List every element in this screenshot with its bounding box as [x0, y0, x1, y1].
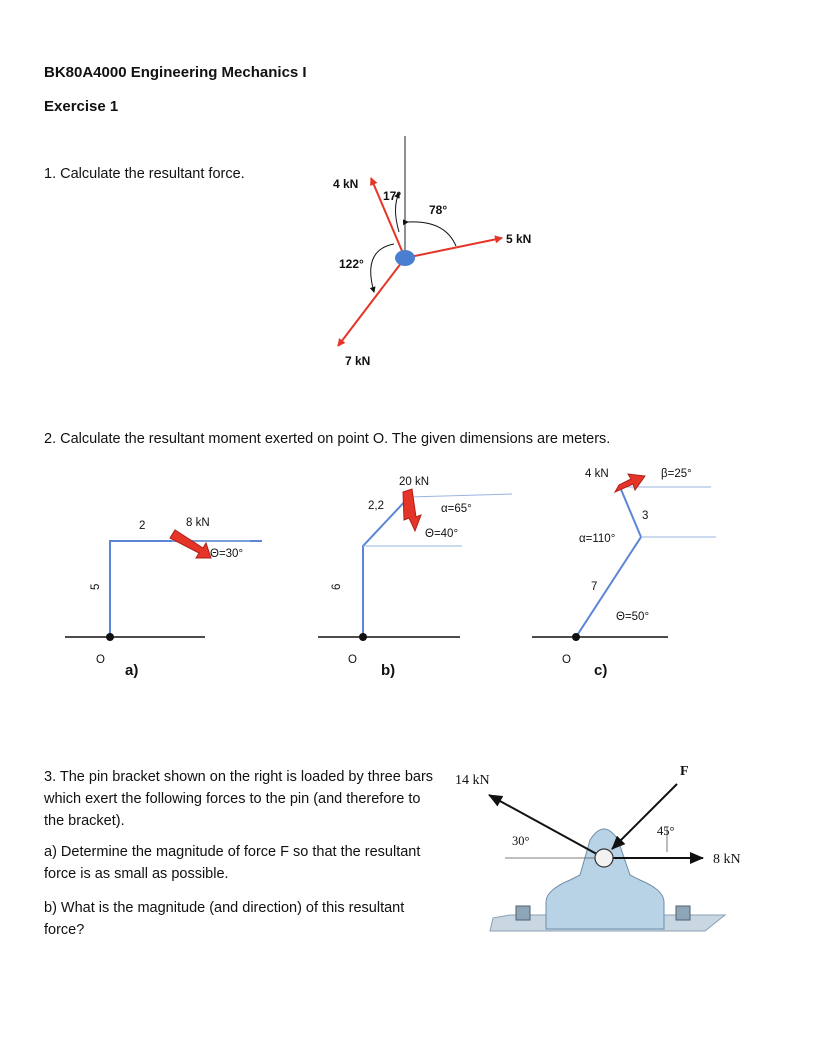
- q3a-text: a) Determine the magnitude of force F so that the resultant force is as small as possible.: [44, 844, 421, 882]
- q2b-tag: b): [381, 662, 396, 679]
- q2a-tag: a): [125, 662, 139, 679]
- q2b-dim-6: 6: [331, 583, 343, 590]
- q3-label-14kn: 14 kN: [455, 773, 490, 788]
- q3-bolt-left: [516, 906, 530, 920]
- q2b-label-20kn: 20 kN: [399, 476, 430, 488]
- q3-force-14kn: [489, 795, 604, 858]
- q1-force-diagram: [333, 136, 531, 368]
- q3-text: 3. The pin bracket shown on the right is loaded by three bars which exert the following forces to the pin (and therefore to the bracket).: [44, 769, 434, 829]
- q2a-label-8kn: 8 kN: [186, 517, 210, 529]
- q1-label-17: 17°: [383, 189, 402, 203]
- q1-label-122: 122°: [339, 257, 364, 271]
- q1-force-7kn: [338, 258, 405, 346]
- q2a-label-theta: Θ=30°: [210, 548, 244, 560]
- q2c-figure: [532, 468, 716, 679]
- q2a-point-o: [106, 633, 114, 641]
- q1-label-4kn: 4 kN: [333, 177, 359, 191]
- q2c-tag: c): [594, 662, 608, 679]
- q2b-point-o: [359, 633, 367, 641]
- q2c-dim-3: 3: [642, 510, 649, 522]
- q2a-label-o: O: [96, 654, 105, 666]
- q2c-label-4kn: 4 kN: [585, 468, 609, 480]
- q2b-label-alpha: α=65°: [441, 503, 472, 515]
- q1-label-7kn: 7 kN: [345, 354, 371, 368]
- q1-text: 1. Calculate the resultant force.: [44, 166, 245, 182]
- q2b-label-o: O: [348, 654, 357, 666]
- q3b-text: b) What is the magnitude (and direction) of this resultant force?: [44, 900, 405, 938]
- q3-label-45: 45°: [657, 824, 675, 838]
- q2c-label-o: O: [562, 654, 571, 666]
- q2a-figure: [65, 517, 262, 679]
- q2-text: 2. Calculate the resultant moment exerted on point O. The given dimensions are meters.: [44, 431, 611, 447]
- q2b-force-arrow: [403, 489, 421, 531]
- q2b-beam: [363, 497, 409, 637]
- q2b-label-theta: Θ=40°: [425, 528, 459, 540]
- q2b-figure: [318, 476, 512, 679]
- q1-label-5kn: 5 kN: [506, 232, 532, 246]
- q3-label-30: 30°: [512, 834, 530, 848]
- q3-label-8kn: 8 kN: [713, 852, 741, 867]
- q3-label-f: F: [680, 764, 689, 779]
- q2a-dim-2: 2: [139, 520, 146, 532]
- q1-particle: [395, 250, 415, 266]
- q2c-label-beta: β=25°: [661, 468, 692, 480]
- q2c-label-alpha: α=110°: [579, 533, 616, 545]
- q1-arc-122: [371, 244, 394, 292]
- q2b-reference-line-high: [409, 494, 512, 497]
- q2a-dim-5: 5: [90, 583, 102, 590]
- q2a-force-arrow: [170, 530, 211, 558]
- q2b-dim-22: 2,2: [368, 500, 384, 512]
- q2c-dim-7: 7: [591, 581, 598, 593]
- q1-label-78: 78°: [429, 203, 448, 217]
- q3-bracket-figure: [455, 764, 741, 931]
- exercise-title: Exercise 1: [44, 98, 119, 115]
- q2c-point-o: [572, 633, 580, 641]
- q1-arc-78: [408, 222, 456, 246]
- course-title: BK80A4000 Engineering Mechanics I: [44, 64, 307, 81]
- q2c-force-arrow: [615, 474, 645, 492]
- q3-pin: [595, 849, 613, 867]
- q3-bracket-body: [546, 829, 664, 929]
- q3-bolt-right: [676, 906, 690, 920]
- q2c-label-theta: Θ=50°: [616, 611, 650, 623]
